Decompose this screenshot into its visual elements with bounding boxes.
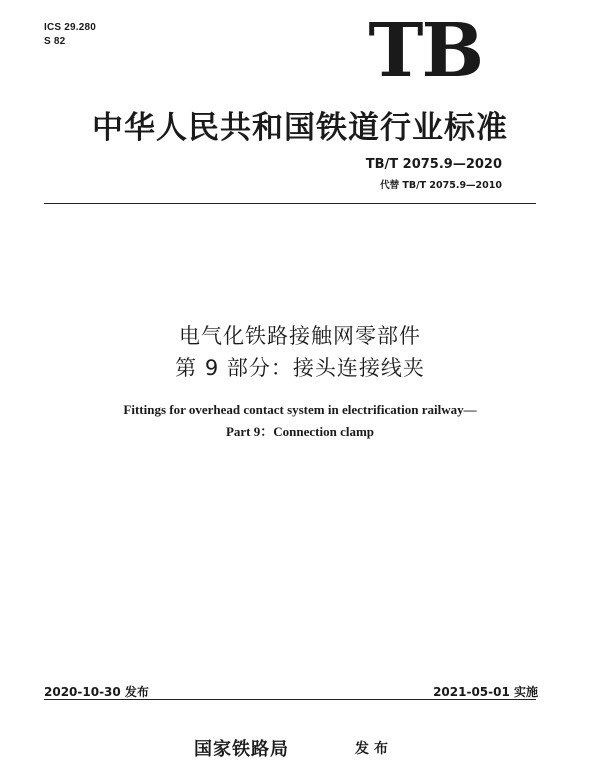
replaces-standard: 代替 TB/T 2075.9—2010 [380, 180, 502, 191]
classification-code: S 82 [44, 36, 66, 47]
standard-type-heading: 中华人民共和国铁道行业标准 [92, 110, 508, 146]
tb-logo: TB [368, 8, 482, 94]
publish-date: 2020-10-30 发布 [44, 685, 149, 699]
ics-code: ICS 29.280 [44, 22, 97, 33]
english-title-line-1: Fittings for overhead contact system in electrification railway— [123, 402, 477, 417]
chinese-title-line-2: 第 9 部分：接头连接线夹 [175, 356, 425, 380]
implement-date: 2021-05-01 实施 [433, 685, 538, 699]
english-title-line-2: Part 9：Connection clamp [225, 424, 375, 439]
issue-label: 发布 [355, 741, 393, 757]
chinese-title-line-1: 电气化铁路接触网零部件 [179, 324, 421, 348]
issuing-authority: 国家铁路局 [194, 739, 289, 760]
bottom-divider [44, 699, 536, 700]
standard-number: TB/T 2075.9—2020 [365, 157, 502, 172]
top-divider [44, 203, 536, 204]
